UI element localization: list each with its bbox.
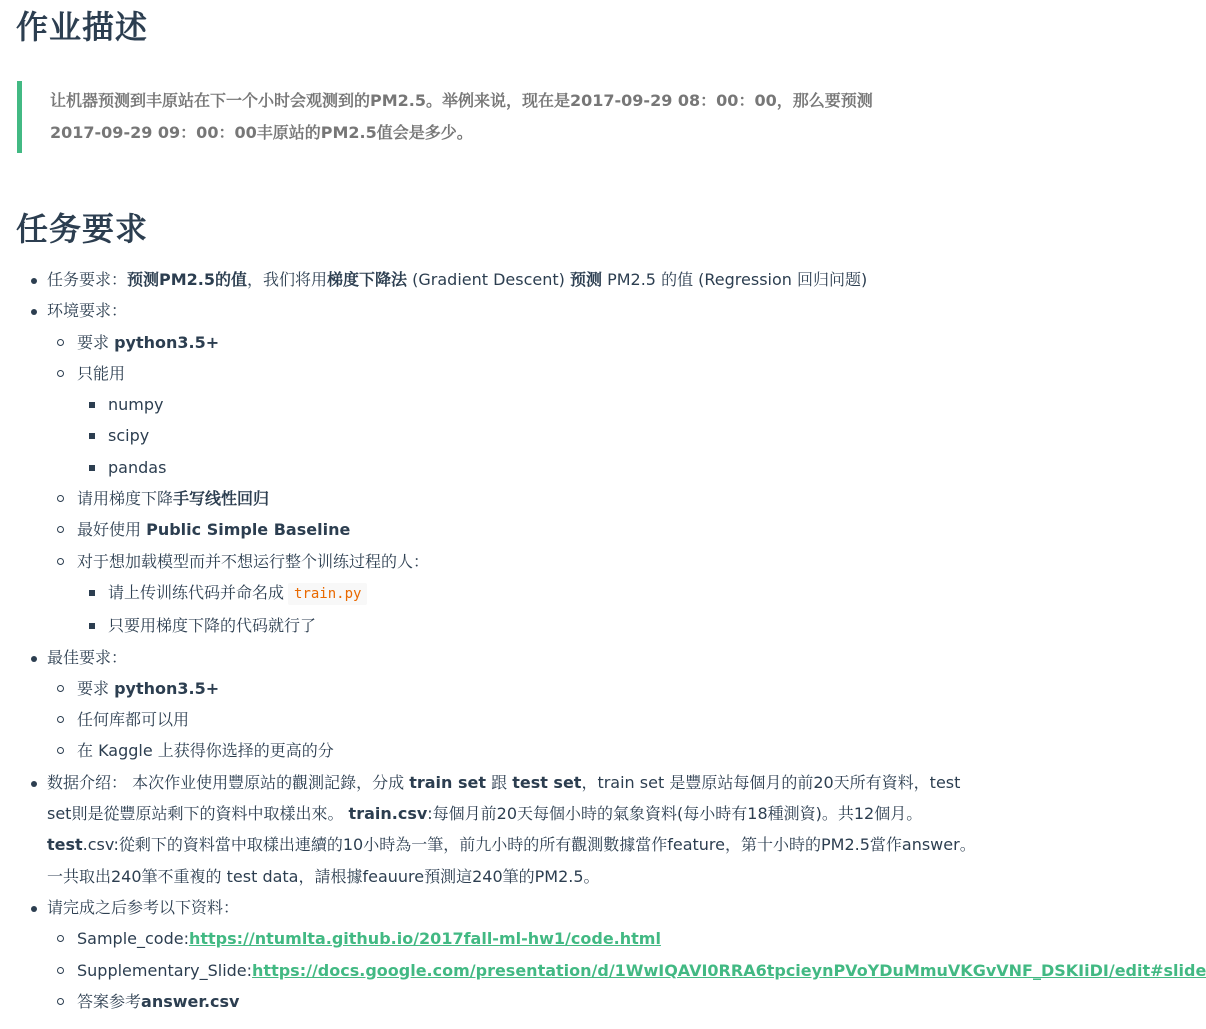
lib-pandas: pandas: [108, 452, 1080, 483]
task-bold-2: 梯度下降法: [327, 270, 408, 289]
requirements-list: [28, 264, 1206, 1017]
ref-answer: 答案参考answer.csv: [77, 986, 1080, 1017]
list-item-best: 最佳要求： 要求 python3.5+ 任何库都可以用 在 Kaggle 上获得你选择的更高的分: [28, 642, 1080, 767]
references-sublist: [47, 923, 1206, 1017]
sample-code-link[interactable]: https://ntumlta.github.io/2017fall-ml-hw1/code.html: [188, 929, 661, 949]
ref-slide: Supplementary_Slide:https://docs.google.com/presentation/d/1WwIQAVI0RRA6tpcieynPVoYDuMmuVKGvVNF_DSKIiDI/edit#slide: [77, 955, 1080, 986]
list-item-data: [28, 767, 1080, 892]
supplementary-slide-link[interactable]: https://docs.google.com/presentation/d/1WwIQAVI0RRA6tpcieynPVoYDuMmuVKGvVNF_DSKIiDI/edit#slide: [252, 960, 1206, 980]
ref-sample-code: Sample_code:https://ntumlta.github.io/2017fall-ml-hw1/code.html: [77, 923, 1080, 954]
best-sublist: [47, 673, 1080, 767]
best-kaggle: 在 Kaggle 上获得你选择的更高的分: [77, 735, 1080, 766]
environment-sublist: [47, 327, 1080, 642]
best-any-lib: 任何库都可以用: [77, 704, 1080, 735]
description-quote: [17, 81, 1057, 153]
list-item-task: 任务要求：预测PM2.5的值，我们将用梯度下降法 (Gradient Descent) 预测 PM2.5 的值 (Regression 回归问题): [28, 264, 1080, 295]
best-python-req: 要求 python3.5+: [77, 673, 1080, 704]
quote-line-1: 让机器预测到丰原站在下一个小时会观测到的PM2.5。举例来说，现在是2017-09-29 08：00：00，那么要预测: [50, 91, 873, 110]
quote-line-2: 2017-09-29 09：00：00丰原站的PM2.5值会是多少。: [50, 123, 473, 142]
env-load-model: 对于想加载模型而并不想运行整个训练过程的人： 请上传训练代码并命名成 train.py 只要用梯度下降的代码就行了: [77, 546, 1080, 642]
data-description: 数据介绍： 本次作业使用豐原站的觀測記錄，分成 train set 跟 test set，train set 是豐原站每個月的前20天所有資料，test set則是從豐原站剩下的資料中取樣出來。 train.csv:每個月前20天每個小時的氣象資料(每小時有18種測資)。共12個月。 test.csv:從剩下的資料當中取樣出連續的10小時為一筆，前九小時的所有觀測數據當作feature，第十小時的PM2.5當作answer。一共取出240筆不重複的 test data，請根據feauure預測這240筆的PM2.5。: [47, 772, 976, 886]
env-baseline: 最好使用 Public Simple Baseline: [77, 514, 1080, 545]
train-py-code: train.py: [288, 583, 367, 605]
env-handwrite: 请用梯度下降手写线性回归: [77, 483, 1080, 514]
task-bold-1: 预测PM2.5的值: [127, 270, 248, 289]
lib-numpy: numpy: [108, 389, 1080, 420]
env-python-req: 要求 python3.5+: [77, 327, 1080, 358]
section-title-description: 作业描述: [16, 8, 149, 46]
load-sublist: [77, 577, 1080, 642]
gd-only: 只要用梯度下降的代码就行了: [108, 610, 1080, 641]
env-only-libs: 只能用 numpy scipy pandas: [77, 358, 1080, 483]
lib-scipy: scipy: [108, 420, 1080, 451]
task-bold-3: 预测: [569, 270, 602, 289]
section-title-requirements: 任务要求: [16, 210, 149, 248]
libs-sublist: [77, 389, 1080, 483]
list-item-references: 请完成之后参考以下资料： Sample_code:https://ntumlta.github.io/2017fall-ml-hw1/code.html Supplementary_Slide:https://docs.google.com/presentation/d/1WwIQAVI0RRA6tpcieynPVoYDuMmuVKGvVNF_DSKIiDI/edit#slide 答案参考answer.csv: [28, 892, 1080, 1017]
list-item-environment: 环境要求： 要求 python3.5+ 只能用 numpy scipy pandas 请用梯度下降手写线性回归 最好使用 Public Simple Baseline 对于想加载模型而并不想运行整个训练过程的人： 请上传训练代码并命名成 train.py 只要用梯度下降的代码就行了: [28, 295, 1080, 641]
upload-train-code: 请上传训练代码并命名成 train.py: [108, 577, 1080, 610]
